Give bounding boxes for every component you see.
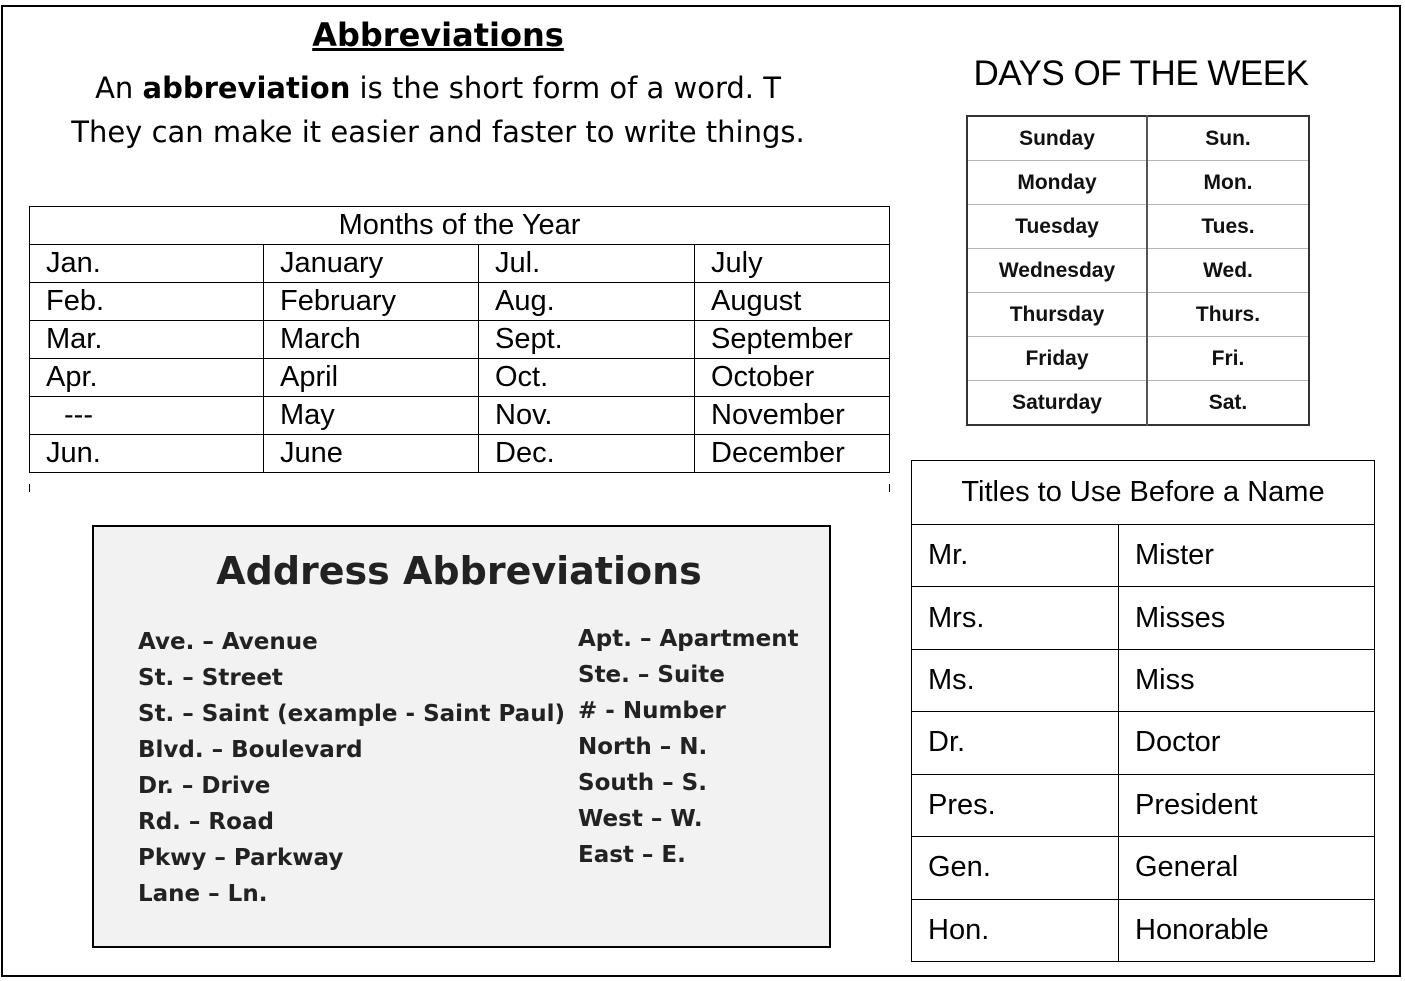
title-abbr: Ms. xyxy=(912,649,1119,711)
day-name: Sunday xyxy=(967,116,1147,161)
list-item: Rd. – Road xyxy=(138,809,274,835)
months-table xyxy=(29,206,890,473)
day-name: Saturday xyxy=(967,381,1147,426)
title-abbr: Gen. xyxy=(912,837,1119,899)
day-abbr: Wed. xyxy=(1147,249,1309,293)
intro-line1-pre: An xyxy=(95,71,143,105)
days-heading: DAYS OF THE WEEK xyxy=(973,54,1309,93)
list-item: # - Number xyxy=(578,698,726,724)
titles-header-row xyxy=(912,461,1375,525)
title-abbr: Mrs. xyxy=(912,587,1119,649)
month-name: February xyxy=(264,283,479,321)
day-name: Monday xyxy=(967,161,1147,205)
month-name: May xyxy=(264,397,479,435)
list-item: Pkwy – Parkway xyxy=(138,845,344,871)
titles-row xyxy=(912,587,1375,649)
day-abbr: Sun. xyxy=(1147,116,1309,161)
title-name: Misses xyxy=(1119,587,1375,649)
months-row xyxy=(30,283,890,321)
days-row xyxy=(967,381,1309,426)
titles-row xyxy=(912,774,1375,836)
intro-text xyxy=(0,66,876,154)
month-abbr: Feb. xyxy=(30,283,264,321)
months-row xyxy=(30,359,890,397)
days-row xyxy=(967,293,1309,337)
month-name: June xyxy=(264,435,479,473)
list-item: Blvd. – Boulevard xyxy=(138,737,363,763)
month-name: January xyxy=(264,245,479,283)
title-name: General xyxy=(1119,837,1375,899)
months-row xyxy=(30,435,890,473)
list-item: South – S. xyxy=(578,770,707,796)
month-abbr: --- xyxy=(30,397,264,435)
month-name: August xyxy=(695,283,890,321)
titles-row xyxy=(912,649,1375,711)
list-item: North – N. xyxy=(578,734,708,760)
list-item: St. – Street xyxy=(138,665,283,691)
day-abbr: Sat. xyxy=(1147,381,1309,426)
intro-line1-post: is the short form of a word. T xyxy=(350,71,781,105)
titles-row xyxy=(912,899,1375,961)
month-abbr: Oct. xyxy=(479,359,695,397)
day-name: Friday xyxy=(967,337,1147,381)
list-item: Apt. – Apartment xyxy=(578,626,799,652)
month-abbr: Jun. xyxy=(30,435,264,473)
month-name: July xyxy=(695,245,890,283)
month-name: November xyxy=(695,397,890,435)
month-abbr: Aug. xyxy=(479,283,695,321)
intro-term: abbreviation xyxy=(142,71,351,105)
list-item: Dr. – Drive xyxy=(138,773,271,799)
intro-line2: They can make it easier and faster to write things. xyxy=(71,115,805,149)
month-abbr: Apr. xyxy=(30,359,264,397)
title-name: Miss xyxy=(1119,649,1375,711)
months-row xyxy=(30,397,890,435)
title-name: Honorable xyxy=(1119,899,1375,961)
title-abbr: Pres. xyxy=(912,774,1119,836)
month-name: December xyxy=(695,435,890,473)
months-heading: Months of the Year xyxy=(30,207,890,245)
day-name: Wednesday xyxy=(967,249,1147,293)
months-header-row xyxy=(30,207,890,245)
address-box xyxy=(92,525,831,948)
month-abbr: Nov. xyxy=(479,397,695,435)
list-item: West – W. xyxy=(578,806,703,832)
months-row xyxy=(30,245,890,283)
address-list-right xyxy=(578,621,799,873)
month-name: October xyxy=(695,359,890,397)
day-name: Thursday xyxy=(967,293,1147,337)
title-name: Mister xyxy=(1119,525,1375,587)
list-item: St. – Saint (example - Saint Paul) xyxy=(138,701,565,727)
address-list-left xyxy=(138,624,565,912)
month-abbr: Jul. xyxy=(479,245,695,283)
title-abbr: Hon. xyxy=(912,899,1119,961)
month-abbr: Mar. xyxy=(30,321,264,359)
list-item: Ste. – Suite xyxy=(578,662,725,688)
titles-heading: Titles to Use Before a Name xyxy=(912,461,1375,525)
page-title: Abbreviations xyxy=(312,16,564,54)
titles-row xyxy=(912,525,1375,587)
day-abbr: Mon. xyxy=(1147,161,1309,205)
month-name: April xyxy=(264,359,479,397)
month-abbr: Dec. xyxy=(479,435,695,473)
month-name: March xyxy=(264,321,479,359)
months-row xyxy=(30,321,890,359)
days-row xyxy=(967,205,1309,249)
days-row xyxy=(967,116,1309,161)
titles-row xyxy=(912,712,1375,774)
month-abbr: Jan. xyxy=(30,245,264,283)
day-name: Tuesday xyxy=(967,205,1147,249)
list-item: Lane – Ln. xyxy=(138,881,268,907)
list-item: East – E. xyxy=(578,842,686,868)
days-table xyxy=(966,115,1310,426)
month-abbr: Sept. xyxy=(479,321,695,359)
days-row xyxy=(967,249,1309,293)
day-abbr: Thurs. xyxy=(1147,293,1309,337)
days-row xyxy=(967,337,1309,381)
days-row xyxy=(967,161,1309,205)
address-title: Address Abbreviations xyxy=(216,549,702,593)
day-abbr: Tues. xyxy=(1147,205,1309,249)
months-table-tail xyxy=(29,484,890,492)
title-name: Doctor xyxy=(1119,712,1375,774)
day-abbr: Fri. xyxy=(1147,337,1309,381)
month-name: September xyxy=(695,321,890,359)
title-abbr: Mr. xyxy=(912,525,1119,587)
list-item: Ave. – Avenue xyxy=(138,629,318,655)
title-abbr: Dr. xyxy=(912,712,1119,774)
titles-row xyxy=(912,837,1375,899)
titles-table xyxy=(911,460,1375,962)
title-name: President xyxy=(1119,774,1375,836)
